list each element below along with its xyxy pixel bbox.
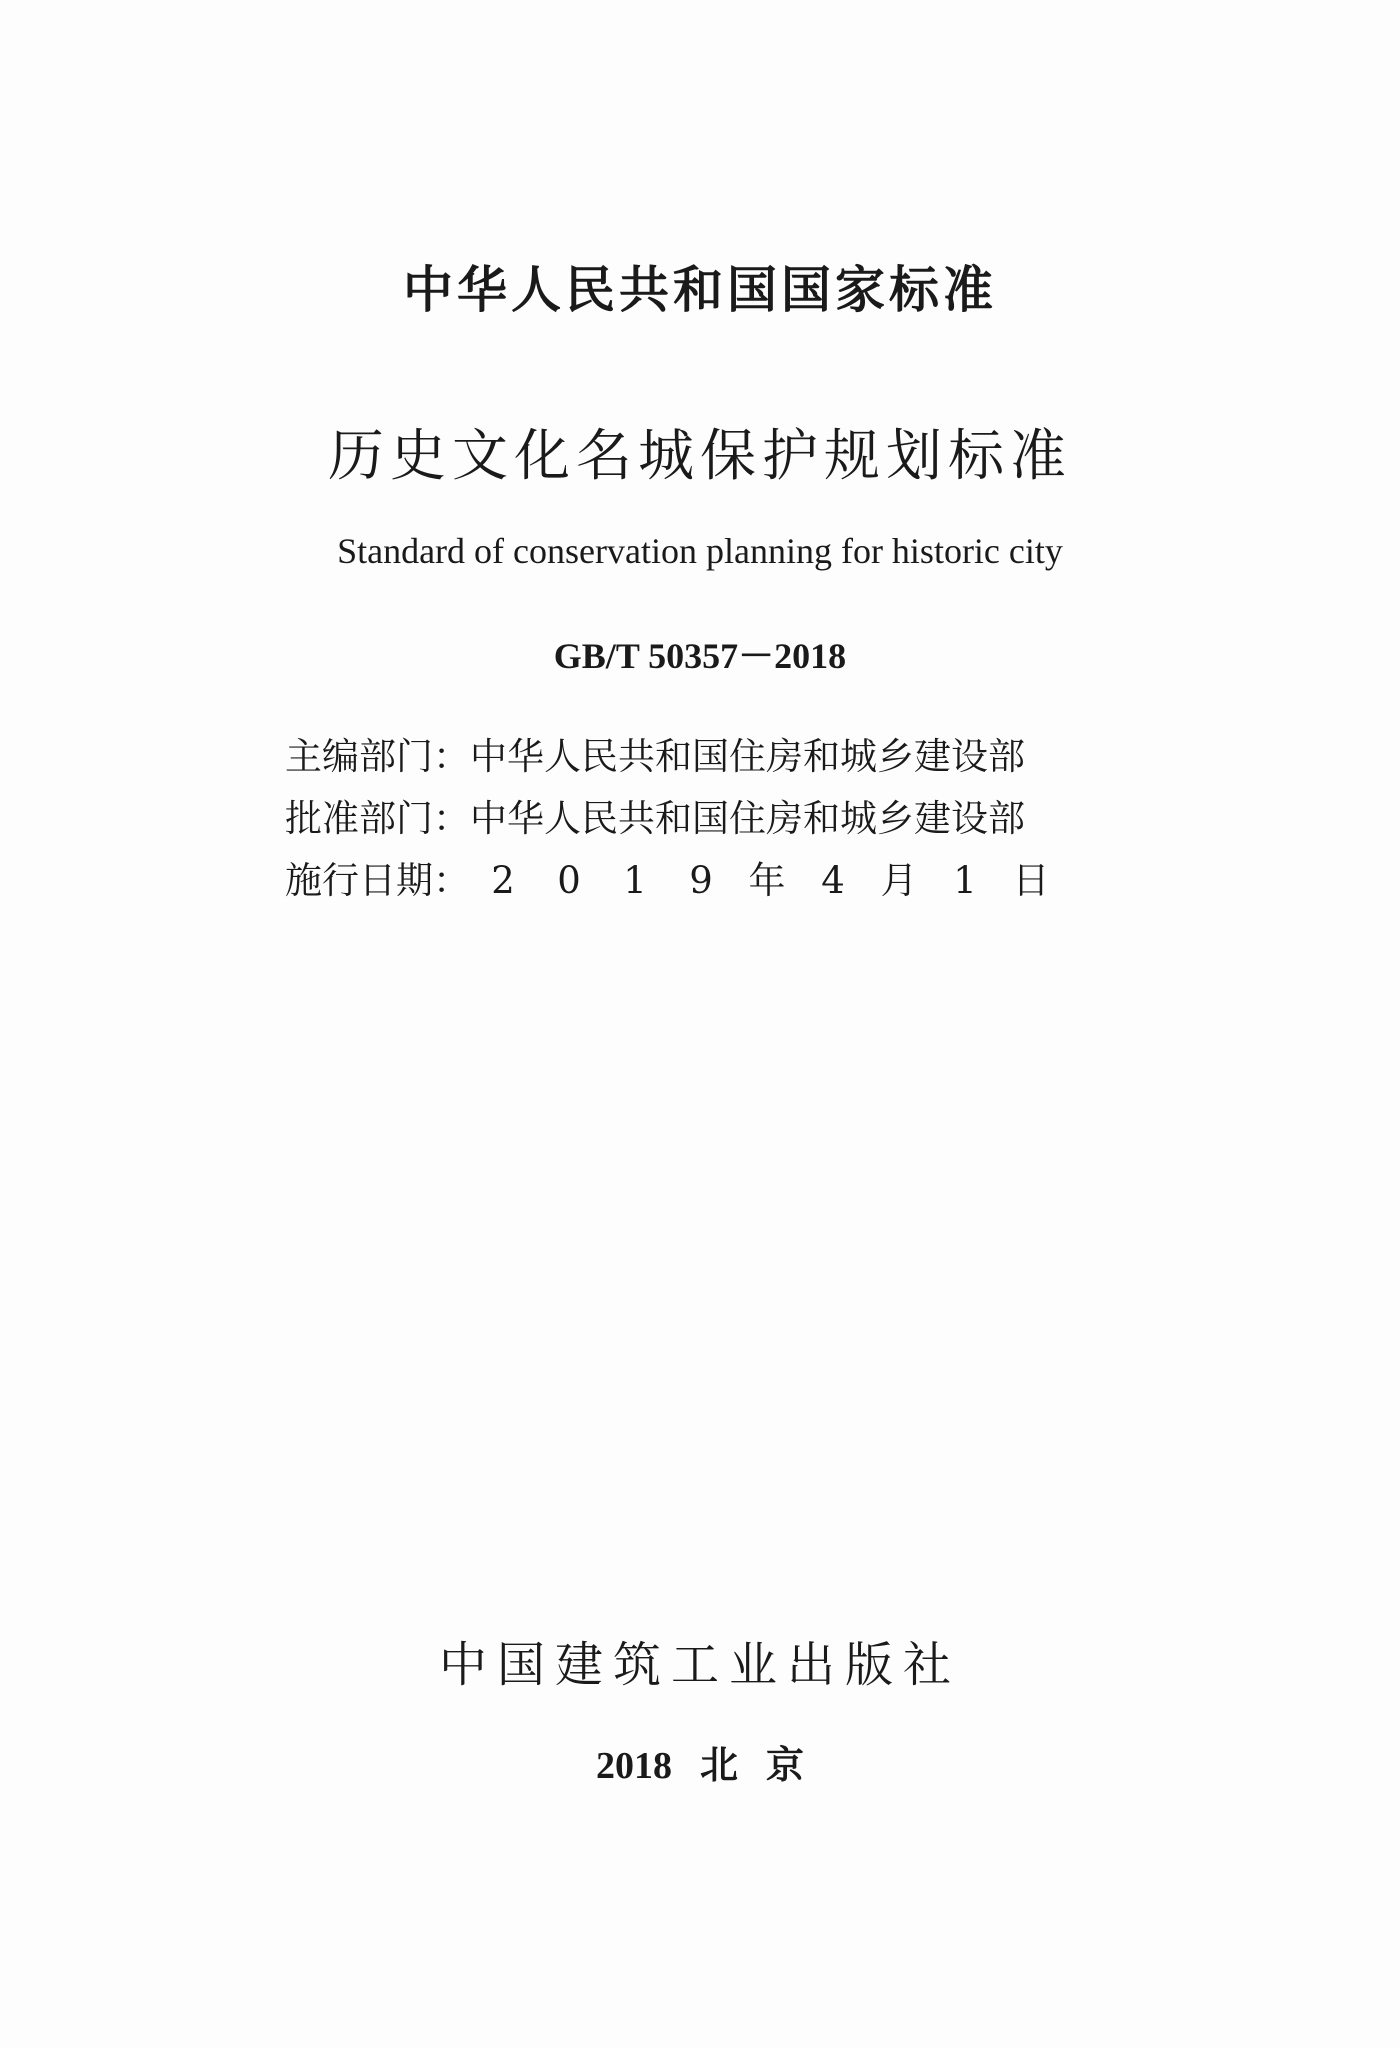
effective-date-row [285, 850, 1064, 912]
effective-date-char: 月 [880, 859, 918, 902]
imprint-city-char: 京 [766, 1745, 805, 1787]
editor-label: 主编部门： [285, 735, 470, 778]
effective-date-char: 1 [953, 859, 977, 902]
effective-date-char: 1 [623, 859, 647, 902]
imprint [0, 1734, 1400, 1789]
effective-date-char: 日 [1012, 859, 1050, 902]
publication-info [285, 726, 1064, 912]
approver-label: 批准部门： [285, 797, 470, 840]
approver-value: 中华人民共和国住房和城乡建设部 [470, 797, 1025, 840]
editor-value: 中华人民共和国住房和城乡建设部 [470, 735, 1025, 778]
effective-date-char: 年 [748, 859, 786, 902]
publisher-name: 中国建筑工业出版社 [438, 1637, 961, 1693]
standard-title: 历史文化名城保护规划标准 [328, 424, 1072, 489]
standard-title-english: Standard of conservation planning for historic city [337, 531, 1063, 571]
imprint-year: 2018 [595, 1745, 672, 1787]
approver-row [285, 788, 1064, 850]
effective-date-char: 9 [689, 859, 713, 902]
effective-date-label: 施行日期： [285, 859, 470, 902]
imprint-city-char: 北 [699, 1745, 738, 1787]
effective-date-char: 2 [491, 859, 515, 902]
effective-date-char: 0 [557, 859, 581, 902]
national-standard-heading: 中华人民共和国国家标准 [403, 261, 997, 319]
effective-date-char: 4 [821, 859, 845, 902]
editor-row [285, 726, 1064, 788]
standard-code: GB/T 50357－2018 [553, 636, 847, 676]
